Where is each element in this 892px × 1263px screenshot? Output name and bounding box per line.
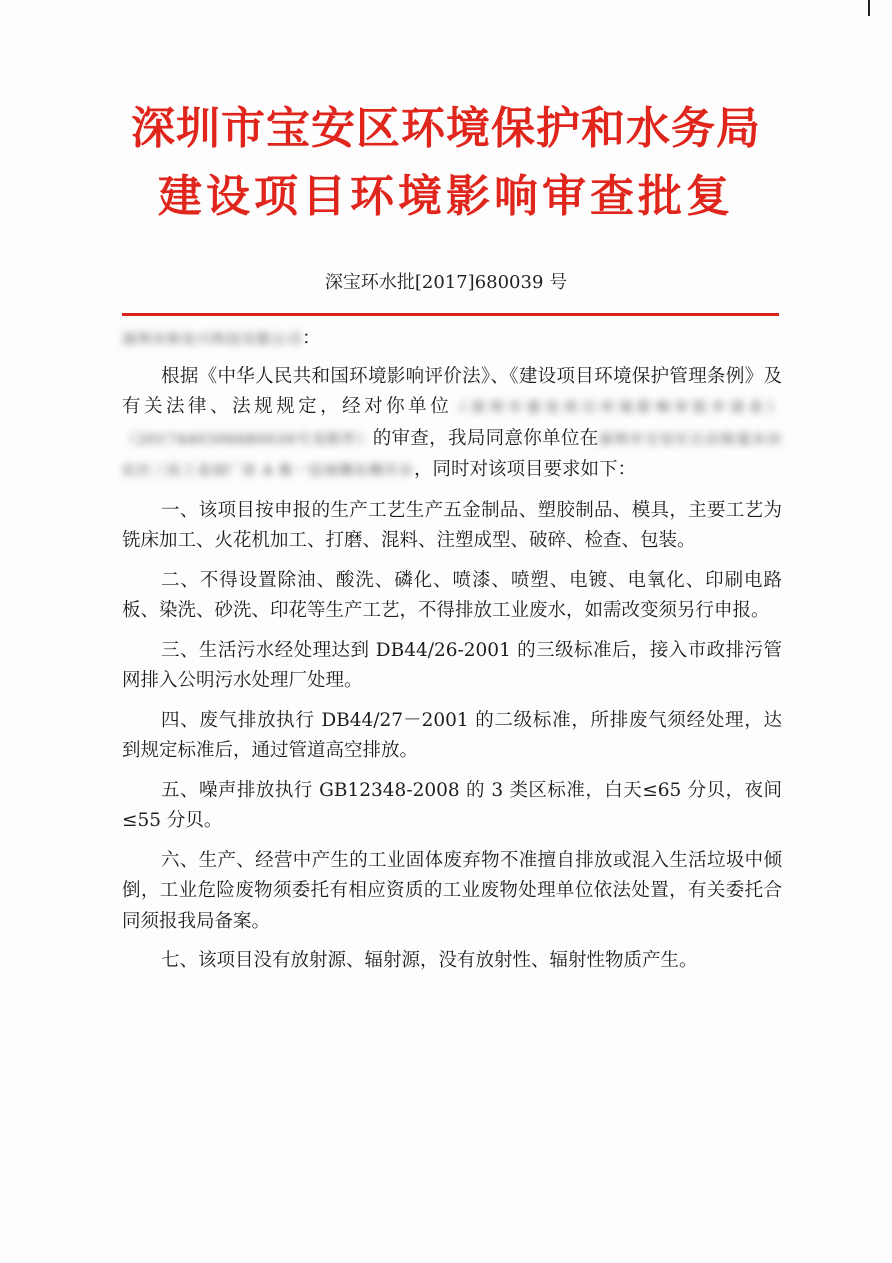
intro-paragraph [122, 362, 782, 487]
requirement-item: 四、废气排放执行 DB44/27－2001 的二级标准，所排废气须经处理，达到规定标准后，通过管道高空排放。 [122, 709, 782, 761]
redacted-company-name: 深圳市和安兴科技有限公司 [122, 332, 302, 348]
document-number: 深宝环水批[2017]680039 号 [324, 272, 568, 293]
redacted-report-name: 《深圳市建设项目环境影响审批申请表》（2017440306680039号及附件） [122, 400, 782, 448]
document-body [122, 324, 782, 986]
document-title-line2: 建设项目环境影响审查批复 [158, 171, 734, 222]
requirement-item: 三、生活污水经处理达到 DB44/26-2001 的三级标准后，接入市政排污管网排入公明污水处理厂处理。 [122, 639, 782, 691]
intro-text-part2: 的审查，我局同意你单位在 [372, 427, 599, 449]
requirement-item: 一、该项目按申报的生产工艺生产五金制品、塑胶制品、模具，主要工艺为铣床加工、火花机加工、打磨、混料、注塑成型、破碎、检查、包装。 [122, 499, 782, 551]
intro-text-part3: ，同时对该项目要求如下： [414, 459, 637, 480]
requirement-item: 二、不得设置除油、酸洗、磷化、喷漆、喷塑、电镀、电氧化、印刷电路板、染洗、砂洗、印花等生产工艺，不得排放工业废水，如需改变须另行申报。 [122, 569, 782, 621]
scan-edge-mark [868, 0, 870, 16]
document-title-line1: 深圳市宝安区环境保护和水务局 [131, 103, 761, 154]
addressee-line [122, 324, 782, 356]
redacted-project-location: 深圳市宝安区石岩街道水田社区三民工业园厂房 A 栋一层南侧东侧开办 [122, 431, 783, 479]
red-divider-line [122, 313, 779, 316]
addressee-colon: ： [302, 328, 321, 349]
requirement-item: 六、生产、经营中产生的工业固体废弃物不准擅自排放或混入生活垃圾中倾倒，工业危险废物须委托有相应资质的工业废物处理单位依法处置，有关委托合同须报我局备案。 [122, 849, 782, 932]
requirement-item: 七、该项目没有放射源、辐射源，没有放射性、辐射性物质产生。 [161, 950, 698, 971]
intro-text-part1: 根据《中华人民共和国环境影响评价法》、《建设项目环境保护管理条例》及有关法律、法规规定，经对你单位 [122, 365, 782, 417]
requirement-item: 五、噪声排放执行 GB12348-2008 的 3 类区标准，白天≤65 分贝，夜间≤55 分贝。 [122, 779, 782, 831]
